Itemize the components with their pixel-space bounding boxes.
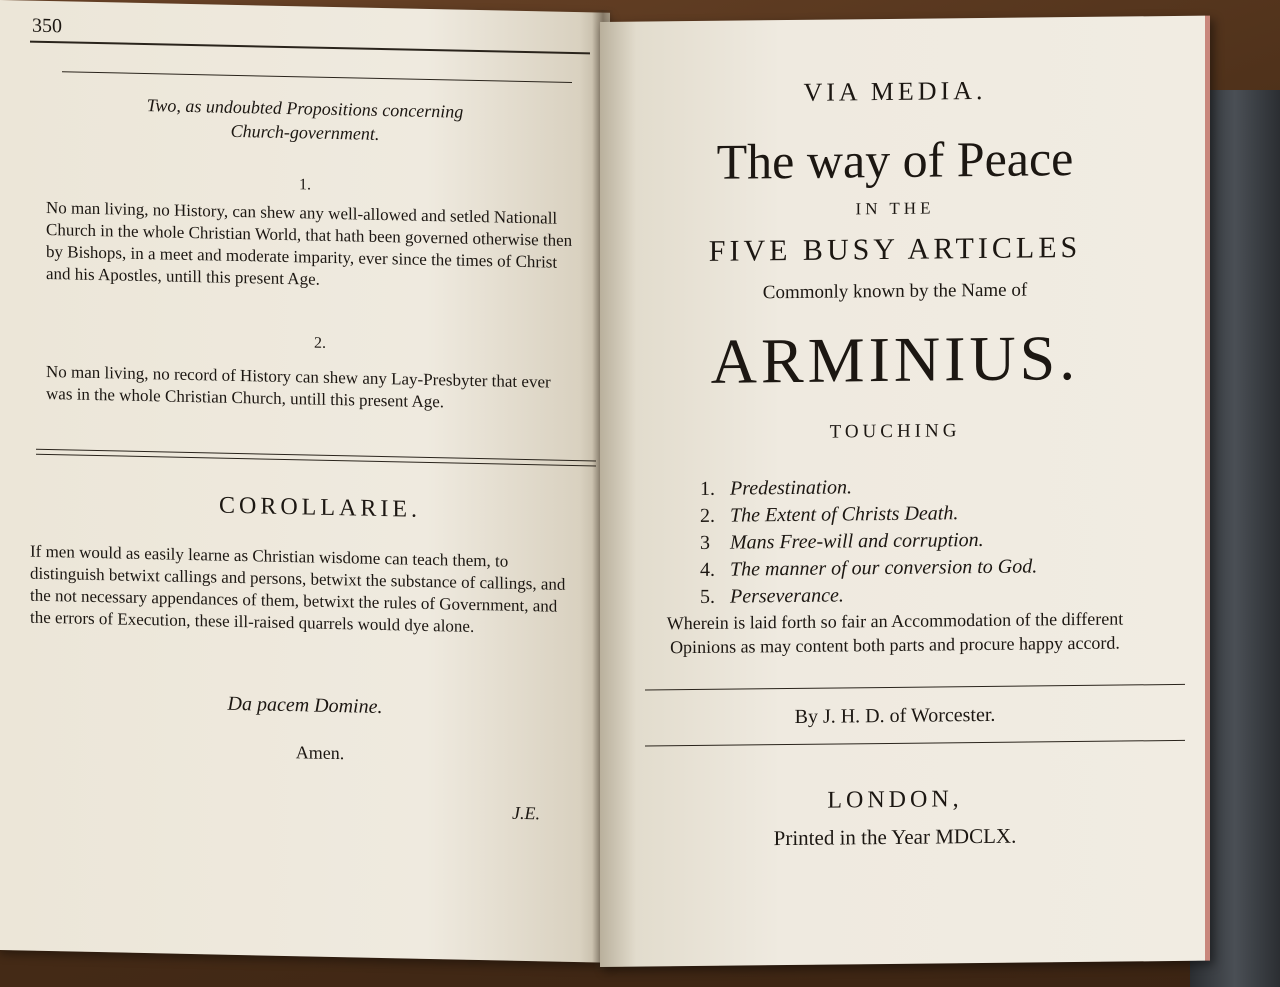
- list-item: 1. Predestination.: [700, 476, 853, 500]
- header-rule-bottom: [62, 71, 572, 83]
- list-item: 5. Perseverance.: [700, 584, 844, 608]
- amen-text: Amen.: [295, 742, 345, 764]
- wherein-line-2: Opinions as may content both parts and procure happy accord.: [670, 632, 1120, 658]
- page-number: 350: [32, 14, 62, 38]
- author-line: By J. H. D. of Worcester.: [794, 703, 996, 728]
- da-pacem-domine: Da pacem Domine.: [227, 692, 383, 719]
- list-item: 2. The Extent of Christs Death.: [700, 502, 959, 527]
- left-page: [0, 0, 610, 963]
- list-item: 3 Mans Free-will and corruption.: [700, 528, 984, 554]
- propositions-heading: Two, as undoubted Propositions concerning: [146, 95, 464, 122]
- author-rule-bottom: [645, 740, 1185, 747]
- corollary-paragraph: [30, 541, 580, 641]
- corollarie-title: COROLLARIE.: [219, 492, 421, 523]
- section-2-paragraph: [46, 361, 576, 416]
- header-rule-top: [30, 41, 590, 55]
- main-title: The way of Peace: [716, 130, 1074, 190]
- section-2-text: No man living, no record of History can shew any Lay-Presbyter that ever was in the whole Christian Church, untill this present Age.: [46, 361, 551, 412]
- via-media-heading: VIA MEDIA.: [803, 75, 987, 107]
- london-imprint: LONDON,: [827, 786, 963, 814]
- five-busy-articles: FIVE BUSY ARTICLES: [708, 230, 1082, 268]
- commonly-known-line: Commonly known by the Name of: [762, 279, 1028, 304]
- touching-heading: TOUCHING: [829, 420, 961, 443]
- in-the-text: IN THE: [855, 198, 935, 219]
- author-rule-top: [645, 684, 1185, 691]
- arminius-heading: ARMINIUS.: [710, 321, 1080, 397]
- corollary-text: If men would as easily learne as Christian wisdome can teach them, to distinguish betwixt callings and persons, betwixt the substance of callings, and the not necessary appendances of them, betwixt the rules of Government, and the errors of Execution, these ill-raised quarrels would dye alone.: [30, 541, 566, 636]
- section-number-2: 2.: [314, 334, 326, 352]
- church-government-heading: Church-government.: [230, 120, 380, 144]
- section-number-1: 1.: [299, 176, 311, 194]
- right-page: [600, 16, 1210, 967]
- wherein-line-1: Wherein is laid forth so fair an Accommodation of the different: [666, 608, 1124, 634]
- author-initials: J.E.: [512, 802, 540, 824]
- section-1-paragraph: [46, 197, 576, 296]
- section-1-text: No man living, no History, can shew any well-allowed and setled Nationall Church in the whole Christian World, that hath been governed otherwise then by Bishops, in a meet and moderate imparity, ever since the times of Christ and his Apostles, untill this present Age.: [46, 197, 573, 289]
- section-divider-bottom: [36, 454, 596, 467]
- list-item: 4. The manner of our conversion to God.: [700, 555, 1038, 581]
- articles-list: [700, 472, 1037, 611]
- printed-year-line: Printed in the Year MDCLX.: [773, 823, 1017, 851]
